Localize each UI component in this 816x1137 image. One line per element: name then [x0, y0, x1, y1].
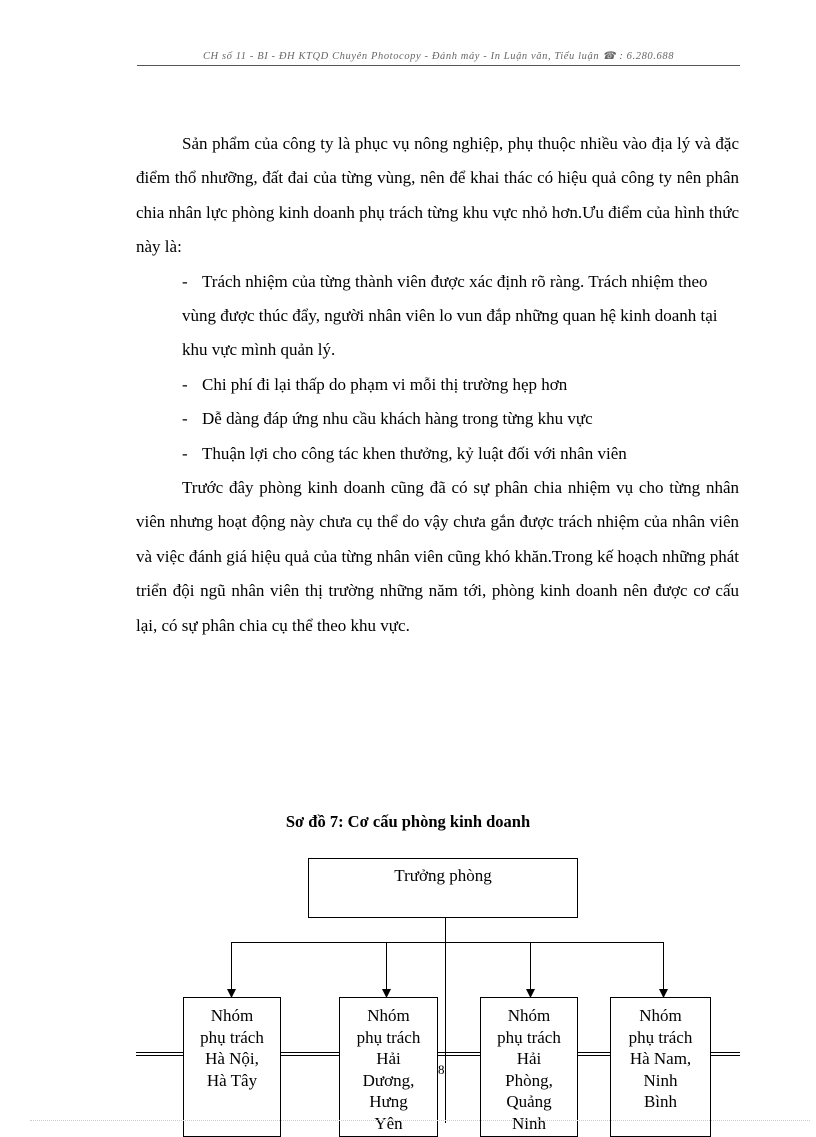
- paragraph-conclusion: Trước đây phòng kinh doanh cũng đã có sự phân chia nhiệm vụ cho từng nhân viên nhưng hoạt động này chưa cụ thể do vậy chưa gắn được trách nhiệm của nhân viên và việc đánh giá hiệu quả của từng nhân viên cũng khó khăn.Trong kế hoạch những phát triển đội ngũ nhân viên thị trường những năm tới, phòng kinh doanh nên được cơ cấu lại, có sự phân chia cụ thể theo khu vực.: [136, 478, 739, 635]
- group-label-line: Nhóm: [639, 1006, 682, 1025]
- group-label-line: Hưng: [369, 1092, 408, 1111]
- group-label-line: phụ trách: [628, 1027, 693, 1047]
- group-box-ha-nam: [610, 997, 711, 1137]
- root-label: Trưởng phòng: [394, 866, 492, 885]
- page-header: CH số 11 - BI - ĐH KTQD Chuyên Photocopy - Đánh máy - In Luận văn, Tiểu luận ☎ : 6.280.688: [137, 49, 740, 66]
- group-label-line: Ninh: [512, 1113, 546, 1133]
- bullet-mark: -: [182, 409, 188, 429]
- group-label-line: Nhóm: [507, 1006, 551, 1025]
- bullet-text: Chi phí đi lại thấp do phạm vi mỗi thị trường hẹp hơn: [202, 374, 568, 394]
- root-box: [308, 858, 578, 918]
- page-number: 8: [438, 1062, 445, 1077]
- bullet-mark: -: [182, 374, 188, 394]
- group-label-line: Nhóm: [210, 1006, 254, 1025]
- group-label-line: Hà Nội,: [205, 1049, 259, 1068]
- group-label-line: phụ trách: [356, 1027, 421, 1047]
- group-label-line: Hà Nam,: [629, 1049, 692, 1068]
- group-label-line: phụ trách: [497, 1027, 561, 1047]
- group-label-line: Ninh: [643, 1070, 678, 1090]
- bullet-mark: -: [182, 271, 188, 291]
- group-box-hai-duong: [339, 997, 438, 1137]
- group-label-line: Nhóm: [367, 1006, 410, 1025]
- group-label-line: Hà Tây: [206, 1070, 258, 1090]
- bullet-text: Trách nhiệm của từng thành viên được xác định rõ ràng. Trách nhiệm theo vùng được thúc đẩy, người nhân viên lo vun đắp những quan hệ kinh doanh tại khu vực mình quản lý.: [182, 271, 718, 360]
- group-label-line: phụ trách: [200, 1027, 264, 1047]
- group-box-hai-phong: [480, 997, 578, 1137]
- group-label-line: Phòng,: [505, 1070, 553, 1090]
- diagram-title: Sơ đồ 7: Cơ cấu phòng kinh doanh: [285, 812, 531, 831]
- bullet-text: Dễ dàng đáp ứng nhu cầu khách hàng trong từng khu vực: [202, 409, 593, 429]
- group-label-line: Yên: [374, 1113, 403, 1133]
- group-label-line: Dương,: [362, 1070, 415, 1090]
- bullet-text: Thuận lợi cho công tác khen thưởng, kỷ luật đối với nhân viên: [202, 443, 627, 463]
- paragraph-intro: Sản phẩm của công ty là phục vụ nông nghiệp, phụ thuộc nhiều vào địa lý và đặc điểm thổ nhưỡng, đất đai của từng vùng, nên để khai thác có hiệu quả công ty nên phân chia nhân lực phòng kinh doanh phụ trách từng khu vực nhỏ hơn.Ưu điểm của hình thức này là:: [136, 134, 739, 257]
- group-label-line: Quảng: [506, 1092, 552, 1111]
- bottom-dotted-rule: [30, 1120, 810, 1121]
- group-label-line: Hải: [376, 1049, 401, 1068]
- bullet-mark: -: [182, 443, 188, 463]
- group-box-ha-noi: [183, 997, 281, 1137]
- group-label-line: Bình: [643, 1092, 678, 1111]
- group-label-line: Hải: [516, 1049, 542, 1068]
